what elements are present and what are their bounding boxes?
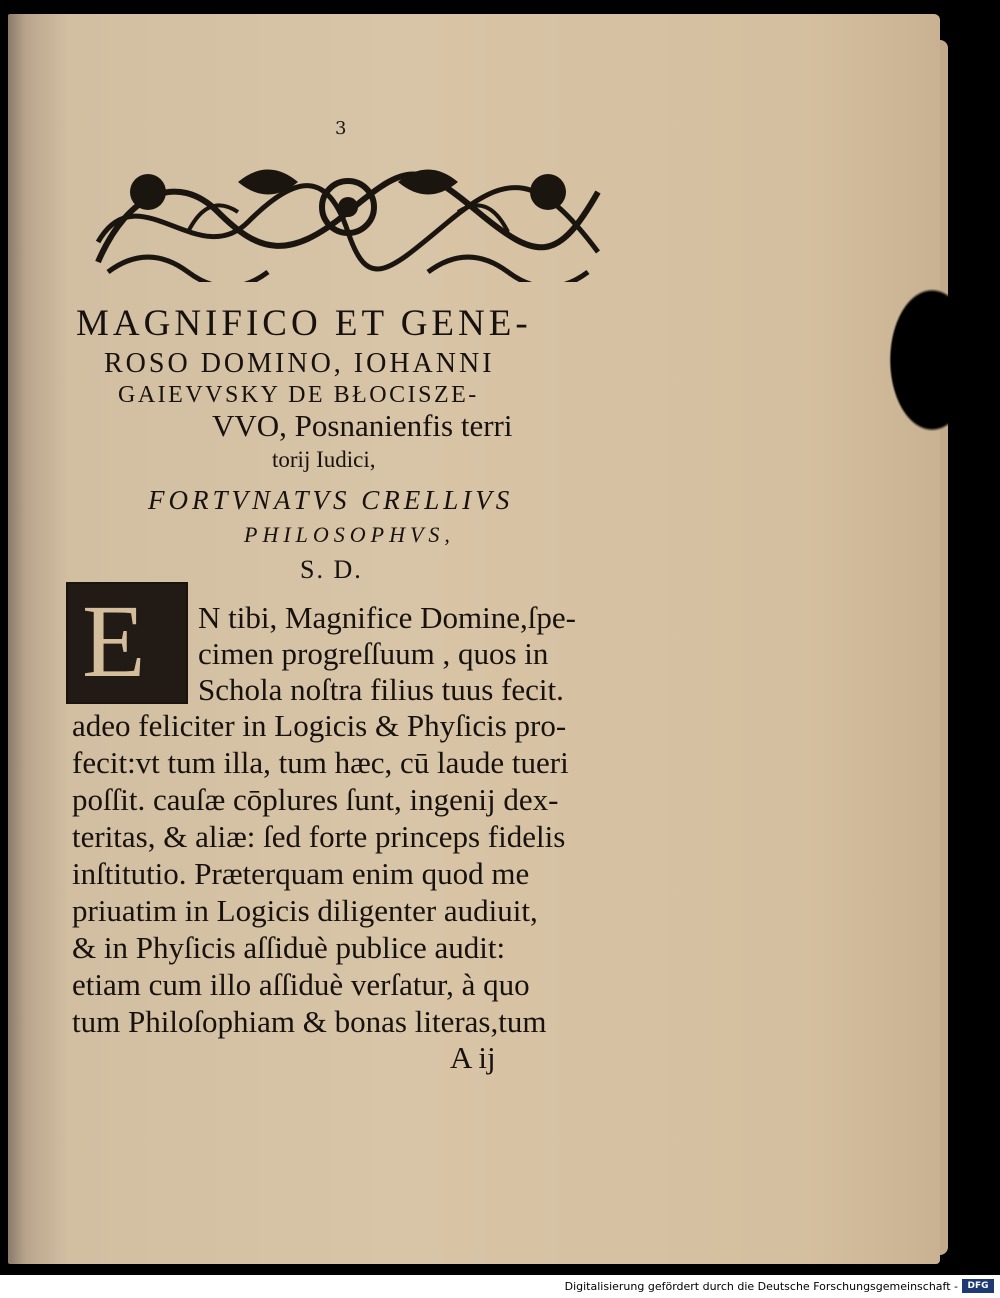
body-line-2: cimen progreſſuum , quos in — [198, 636, 549, 671]
body-line-9: priuatim in Logicis diligenter audiuit, — [72, 893, 538, 928]
salutation: S. D. — [300, 555, 363, 584]
woodcut-ornament-headpiece — [88, 152, 608, 282]
body-line-4: adeo feliciter in Logicis & Phyſicis pro- — [72, 708, 567, 743]
body-line-10: & in Phyſicis aſſiduè publice audit: — [72, 930, 506, 965]
body-line-5: fecit:vt tum illa, tum hæc, cū laude tueri — [72, 745, 569, 780]
body-line-6: poſſit. cauſæ cōplures ſunt, ingenij dex- — [72, 782, 559, 817]
page-number: 3 — [335, 118, 347, 139]
dfg-logo-icon[interactable]: DFG — [962, 1279, 994, 1293]
author-name: FORTVNATVS CRELLIVS — [148, 485, 514, 515]
funding-credit: Digitalisierung gefördert durch die Deutsche Forschungsgemeinschaft - — [564, 1280, 958, 1293]
decorated-initial — [66, 582, 188, 704]
body-line-11: etiam cum illo aſſiduè verſatur, à quo — [72, 967, 530, 1002]
heading-line-1: MAGNIFICO ET GENE- — [76, 303, 532, 344]
body-line-3: Schola noſtra filius tuus fecit. — [198, 672, 564, 707]
heading-line-5: torij Iudici, — [272, 447, 376, 472]
heading-line-4: VVO, Posnanienfis terri — [212, 408, 513, 443]
body-line-8: inſtitutio. Præterquam enim quod me — [72, 856, 530, 891]
page-tear — [860, 240, 950, 480]
body-line-1: N tibi, Magnifice Domine,ſpe- — [198, 600, 576, 635]
heading-line-3: GAIEVVSKY DE BŁOCISZE- — [118, 382, 479, 408]
drop-cap-letter: E — [82, 584, 146, 699]
signature-mark: A ij — [450, 1040, 496, 1075]
body-line-7: teritas, & aliæ: ſed forte princeps fidelis — [72, 819, 566, 854]
heading-line-2: ROSO DOMINO, IOHANNI — [104, 348, 495, 379]
author-title: PHILOSOPHVS, — [244, 522, 455, 547]
body-line-12: tum Philoſophiam & bonas literas,tum — [72, 1004, 547, 1039]
